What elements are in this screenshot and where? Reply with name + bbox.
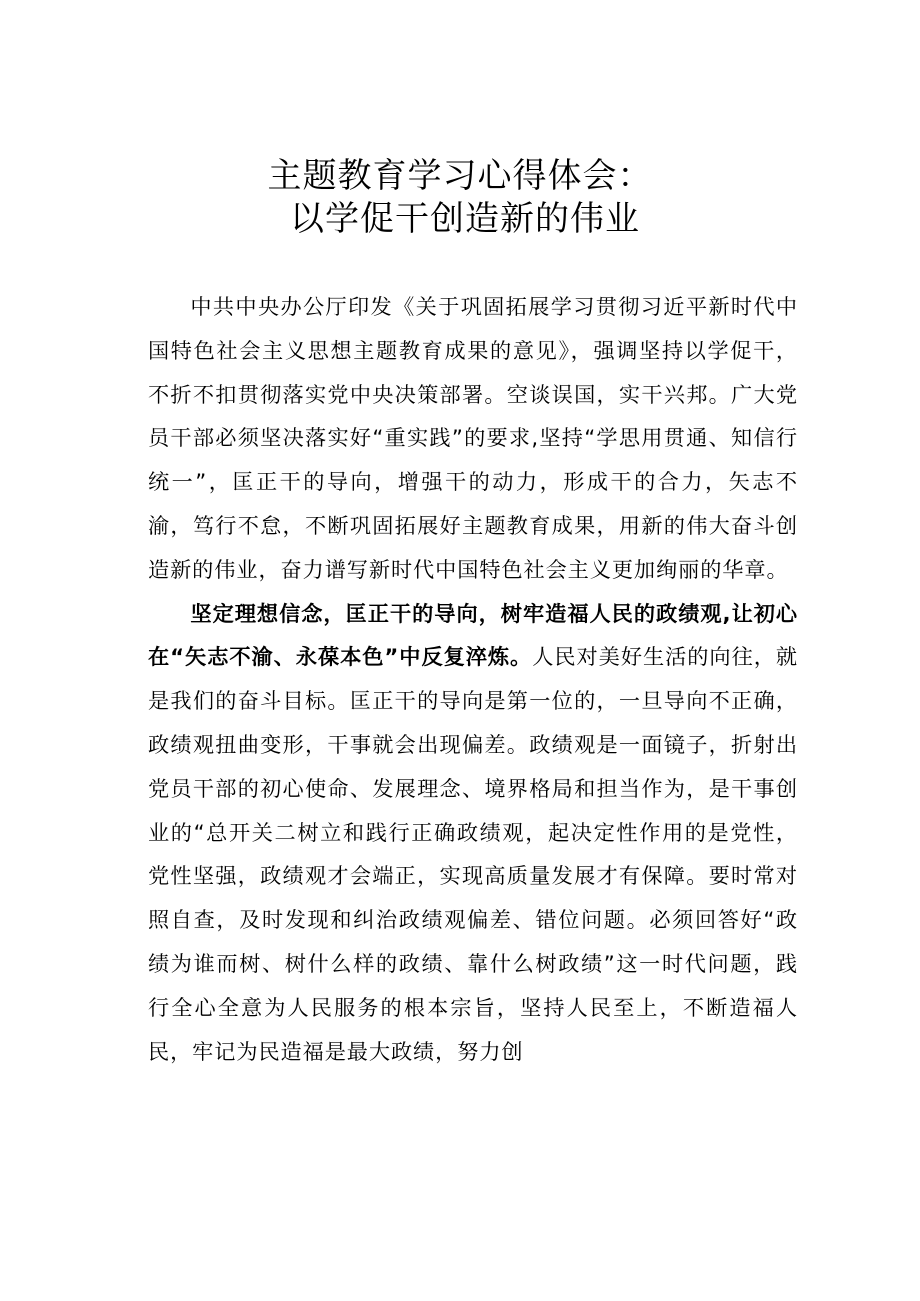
title-line-2: 以学促干创造新的伟业 bbox=[290, 199, 640, 239]
title-line-1: 主题教育学习心得体会： bbox=[267, 156, 653, 196]
document-body bbox=[148, 285, 798, 1073]
paragraph-ideals-text: 人民对美好生活的向往，就是我们的奋斗目标。匡正干的导向是第一位的，一旦导向不正确，政绩观扭曲变形，干事就会出现偏差。政绩观是一面镜子，折射出党员干部的初心使命、发展理念、境界格局和担当作为，是干事创业的“总开关二树立和践行正确政绩观，起决定性作用的是党性，党性坚强，政绩观才会端正，实现高质量发展才有保障。要时常对照自查，及时发现和纠治政绩观偏差、错位问题。必须回答好“政绩为谁而树、树什么样的政绩、靠什么树政绩”这一时代问题，践行全心全意为人民服务的根本宗旨，坚持人民至上，不断造福人民，牢记为民造福是最大政绩，努力创 bbox=[148, 644, 798, 1064]
document-title bbox=[0, 155, 920, 241]
paragraph-intro-text: 中共中央办公厅印发《关于巩固拓展学习贯彻习近平新时代中国特色社会主义思想主题教育成果的意见》，强调坚持以学促干，不折不扣贯彻落实党中央决策部署。空谈误国，实干兴邦。广大党员干部必须坚决落实好“重实践”的要求,坚持“学思用贯通、知信行统一”，匡正干的导向，增强干的动力，形成干的合力，矢志不渝，笃行不怠，不断巩固拓展好主题教育成果，用新的伟大奋斗创造新的伟业，奋力谱写新时代中国特色社会主义更加绚丽的华章。 bbox=[148, 294, 798, 582]
paragraph-ideals bbox=[148, 592, 798, 1074]
paragraph-intro bbox=[148, 285, 798, 592]
paragraph-ideals-heading: 坚定理想信念，匡正干的导向，树牢造福人民的政绩观,让初心在“矢志不渝、永葆本色”中反复淬炼。 bbox=[148, 600, 798, 670]
